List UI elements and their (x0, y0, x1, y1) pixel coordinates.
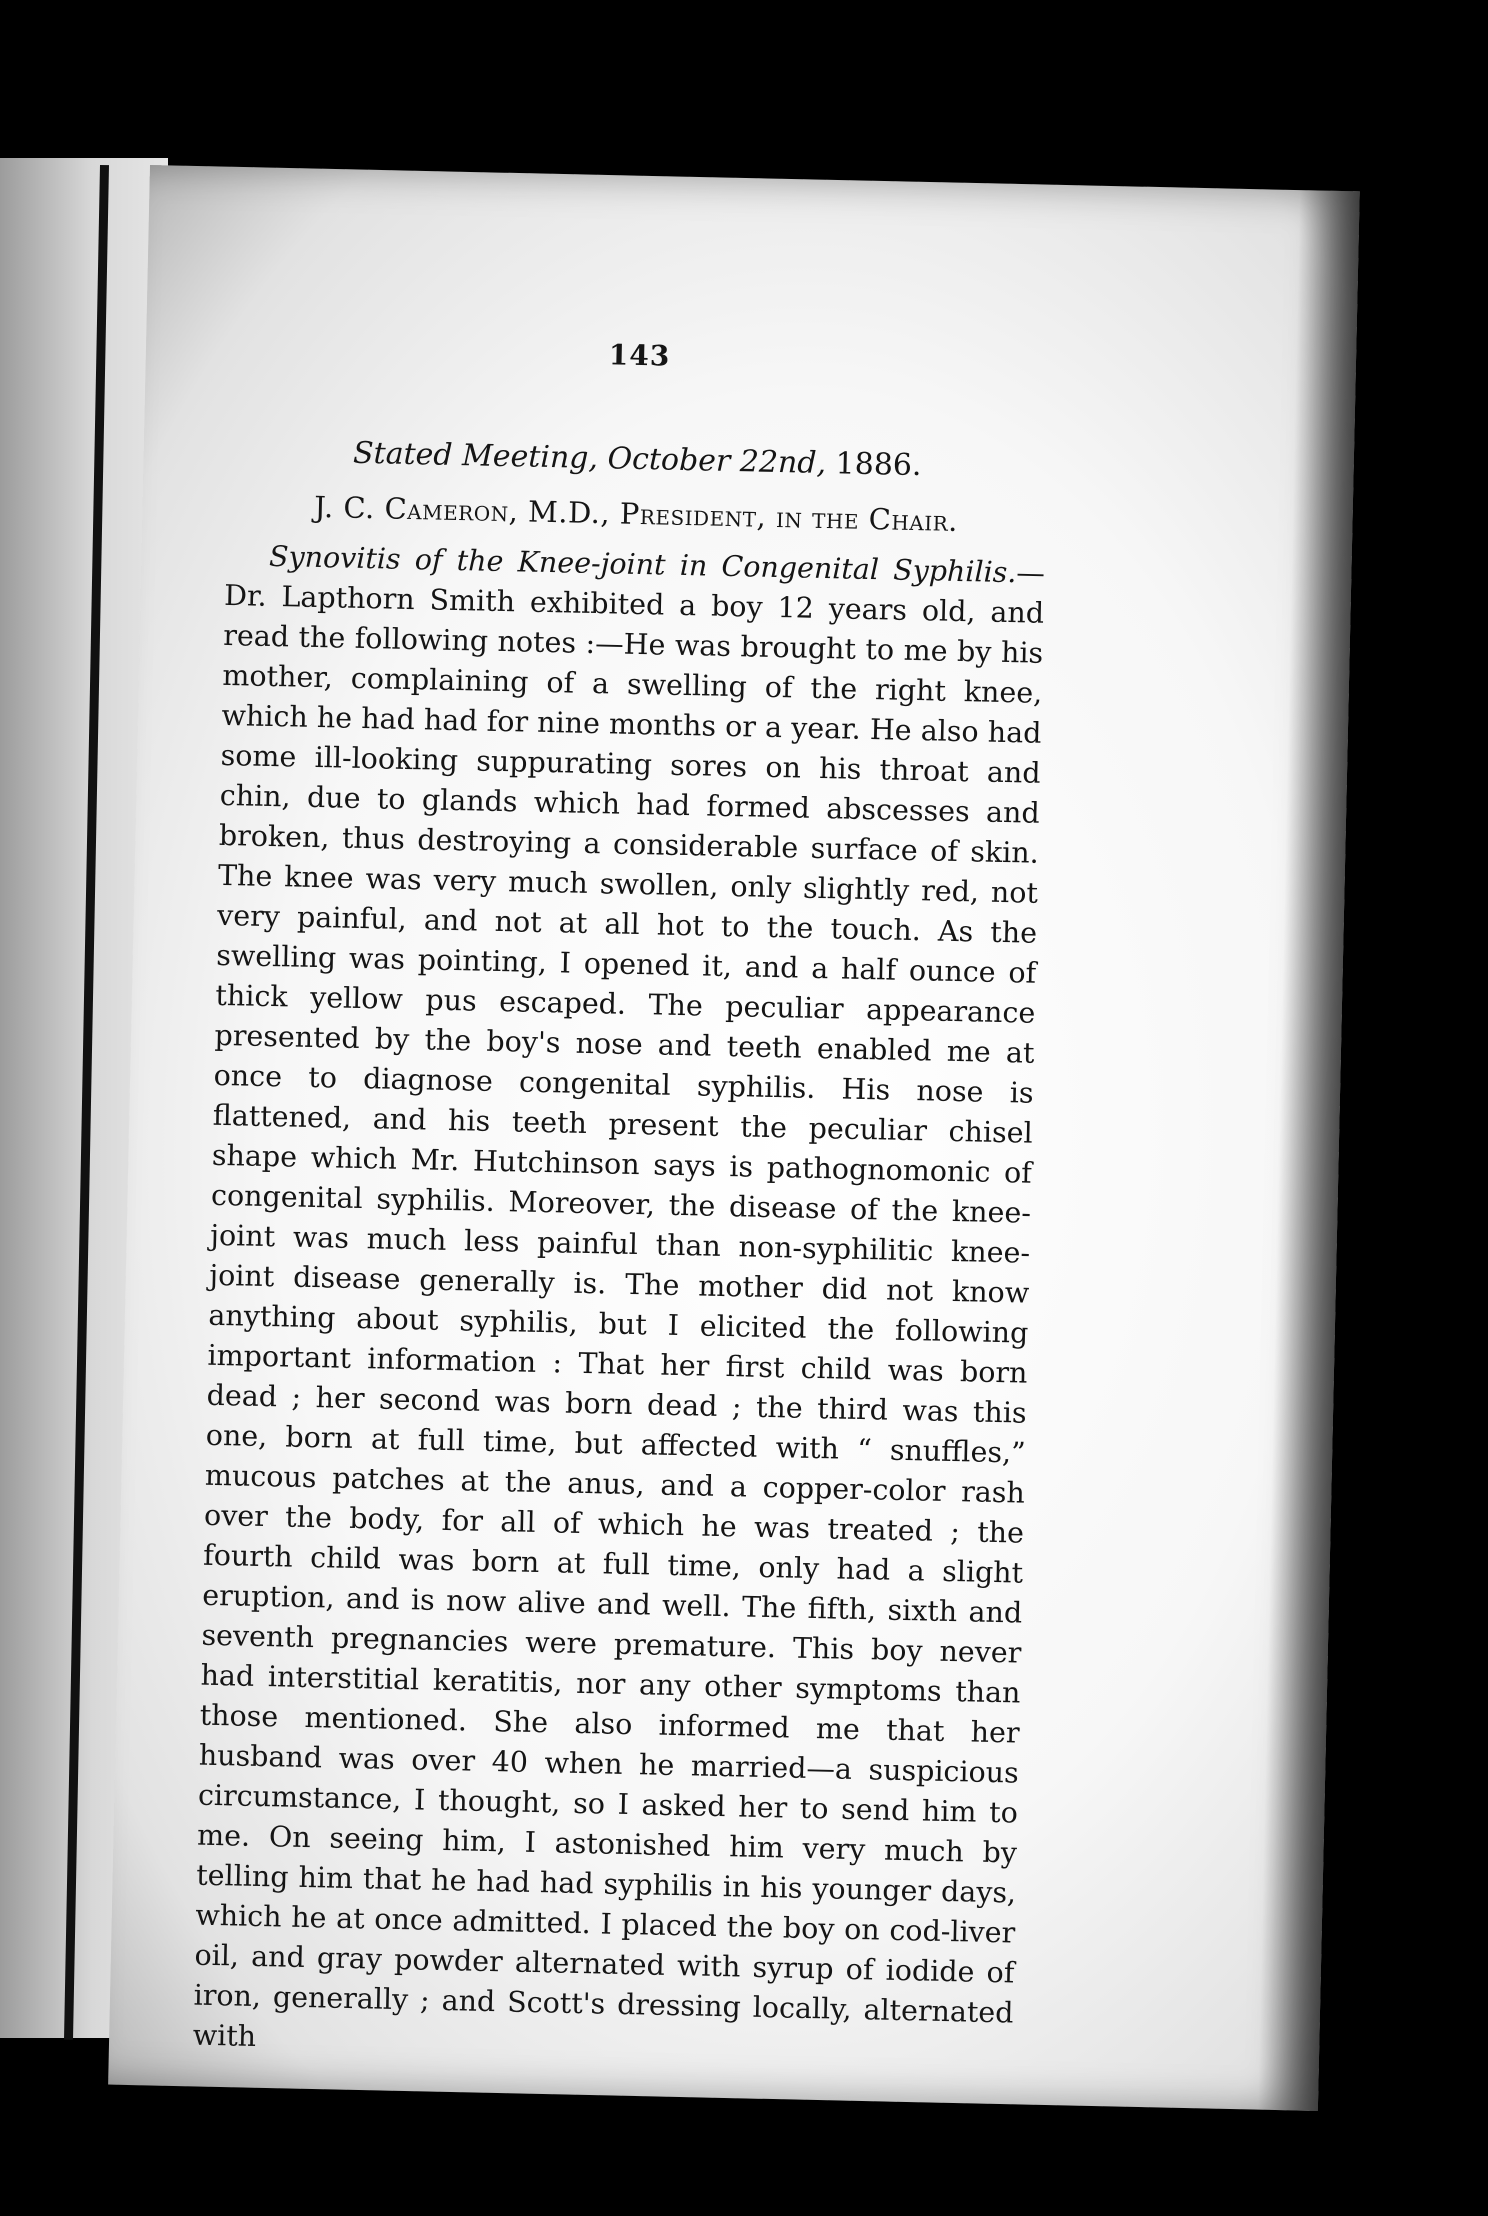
article-title: Synovitis of the Knee-joint in Congenital Syphilis. (268, 539, 1017, 590)
meeting-prefix: Stated Meeting, (352, 435, 599, 477)
meeting-date: October 22nd, (607, 441, 827, 482)
page-shadow-edge (1258, 190, 1360, 2111)
chair-line: J. C. Cameron, M.D., President, in the Chair. (313, 489, 959, 538)
meeting-heading (227, 433, 1048, 486)
article-body: —Dr. Lapthorn Smith exhibited a boy 12 years old, and read the following notes :—He was brought to me by his mother, complaining of a swelling of the right knee, which he had had for nine months or a year. He also had some ill-looking suppurating sores on his throat and chin, due to glands which had formed abscesses and broken, thus destroying a considerable surface of skin. The knee was very much swollen, only slightly red, not very painful, and not at all hot to the touch. As the swelling was pointing, I opened it, and a half ounce of thick yellow pus escaped. The peculiar appearance presented by the boy's nose and teeth enabled me at once to diagnose congenital syphilis. His nose is flattened, and his teeth present the peculiar chisel shape which Mr. Hutchinson says is pathognomonic of congenital syphilis. Moreover, the disease of the knee-joint was much less painful than non-syphilitic knee-joint disease generally is. The mother did not know anything about syphilis, but I elicited the following important information : That her first child was born dead ; her second was born dead ; the third was this one, born at full time, but affected with “ snuffles,” mucous patches at the anus, and a copper-color rash over the body, for all of which he was treated ; the fourth child was born at full time, only had a slight eruption, and is now alive and well. The fifth, sixth and seventh pregnancies were premature. This boy never had interstitial keratitis, nor any other symptoms than those mentioned. She also informed me that her husband was over 40 when he married—a suspicious circumstance, I thought, so I asked her to send him to me. On seeing him, I astonished him very much by telling him that he had had syphilis in his younger days, which he at once admitted. I placed the boy on cod-liver oil, and gray powder alternated with syrup of iodide of iron, generally ; and Scott's dressing locally, alternated with (192, 556, 1046, 2053)
page-number: 143 (608, 338, 671, 373)
article-paragraph (192, 536, 1045, 2074)
page-content (192, 330, 1049, 2073)
meeting-year: 1886. (835, 446, 922, 484)
